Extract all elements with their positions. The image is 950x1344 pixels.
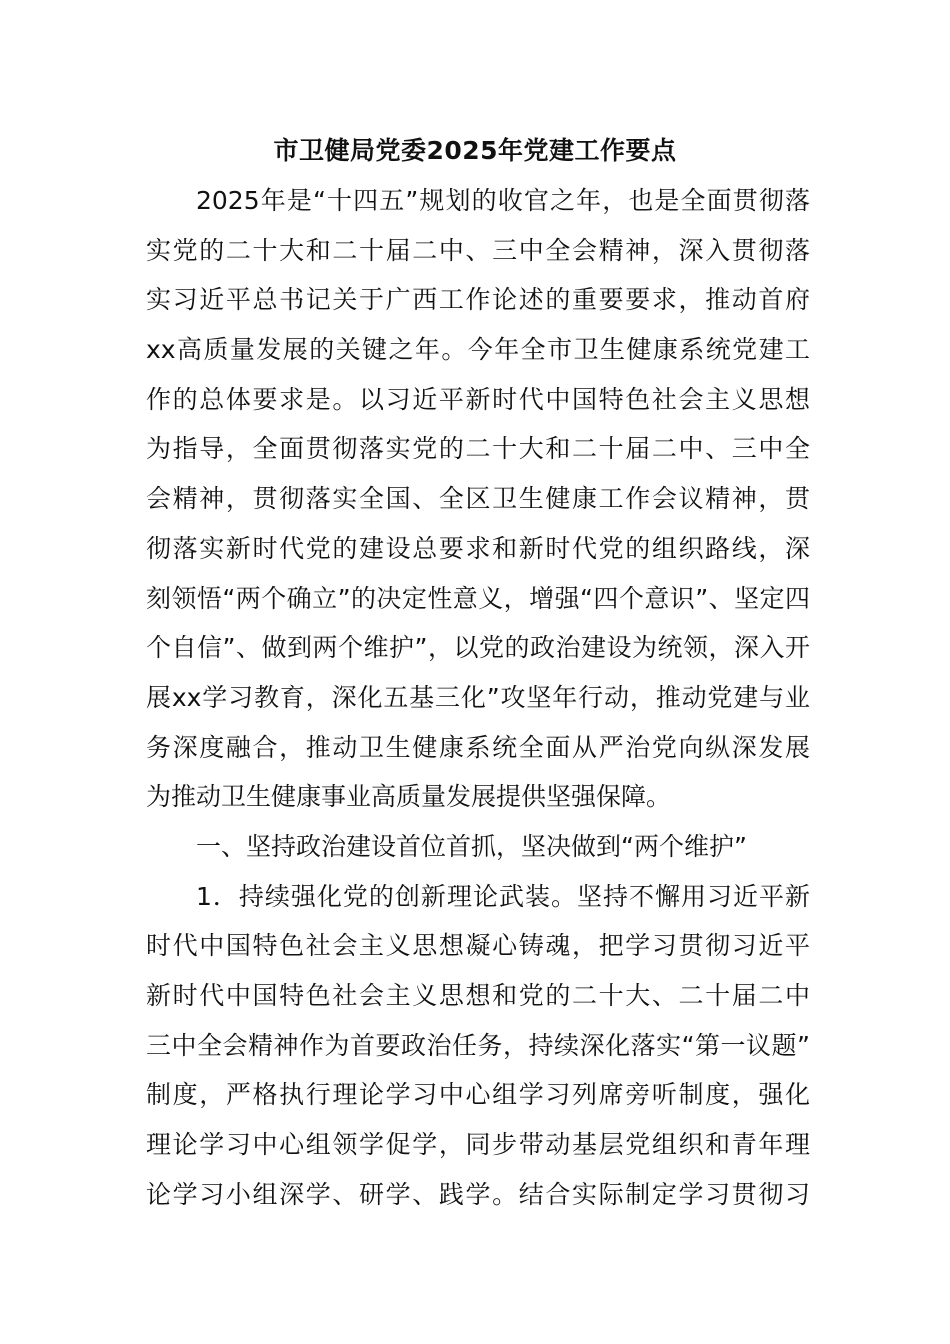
paragraph-line: 为推动卫生健康事业高质量发展提供坚强保障。 [146,782,672,812]
document-title: 市卫健局党委2025年党建工作要点 [273,136,677,165]
document-body [146,176,810,1219]
paragraph-line: 三中全会精神作为首要政治任务，持续深化落实“第一议题” [146,1030,810,1060]
paragraph-line: 为指导，全面贯彻落实党的二十大和二十届二中、三中全 [146,434,810,464]
paragraph-line: 时代中国特色社会主义思想凝心铸魂，把学习贯彻习近平 [146,931,810,961]
paragraph-line: 展xx学习教育，深化五基三化”攻坚年行动，推动党建与业 [146,682,810,712]
paragraph-line: 2025年是“十四五”规划的收官之年，也是全面贯彻落 [196,186,810,215]
paragraph-line: xx高质量发展的关键之年。今年全市卫生健康系统党建工 [146,335,810,365]
paragraph-line: 1．持续强化党的创新理论武装。坚持不懈用习近平新 [196,881,810,911]
paragraph-line: 实党的二十大和二十届二中、三中全会精神，深入贯彻落 [146,235,810,265]
paragraph-line: 实习近平总书记关于广西工作论述的重要要求，推动首府 [146,285,810,315]
paragraph-line: 刻领悟“两个确立”的决定性意义，增强“四个意识”、坚定四 [146,583,810,613]
paragraph-line: 理论学习中心组领学促学，同步带动基层党组织和青年理 [146,1130,810,1160]
paragraph-line: 彻落实新时代党的建设总要求和新时代党的组织路线，深 [146,533,810,563]
paragraph-line: 作的总体要求是。以习近平新时代中国特色社会主义思想 [146,384,810,414]
paragraph-line: 制度，严格执行理论学习中心组学习列席旁听制度，强化 [146,1080,810,1110]
paragraph-line: 个自信”、做到两个维护”，以党的政治建设为统领，深入开 [146,633,810,663]
paragraph-line: 会精神，贯彻落实全国、全区卫生健康工作会议精神，贯 [146,484,810,514]
section-heading: 一、坚持政治建设首位首抓，坚决做到“两个维护” [196,831,747,861]
paragraph-line: 论学习小组深学、研学、践学。结合实际制定学习贯彻习 [146,1179,810,1209]
paragraph-line: 新时代中国特色社会主义思想和党的二十大、二十届二中 [146,981,810,1010]
paragraph-line: 务深度融合，推动卫生健康系统全面从严治党向纵深发展 [146,732,810,762]
